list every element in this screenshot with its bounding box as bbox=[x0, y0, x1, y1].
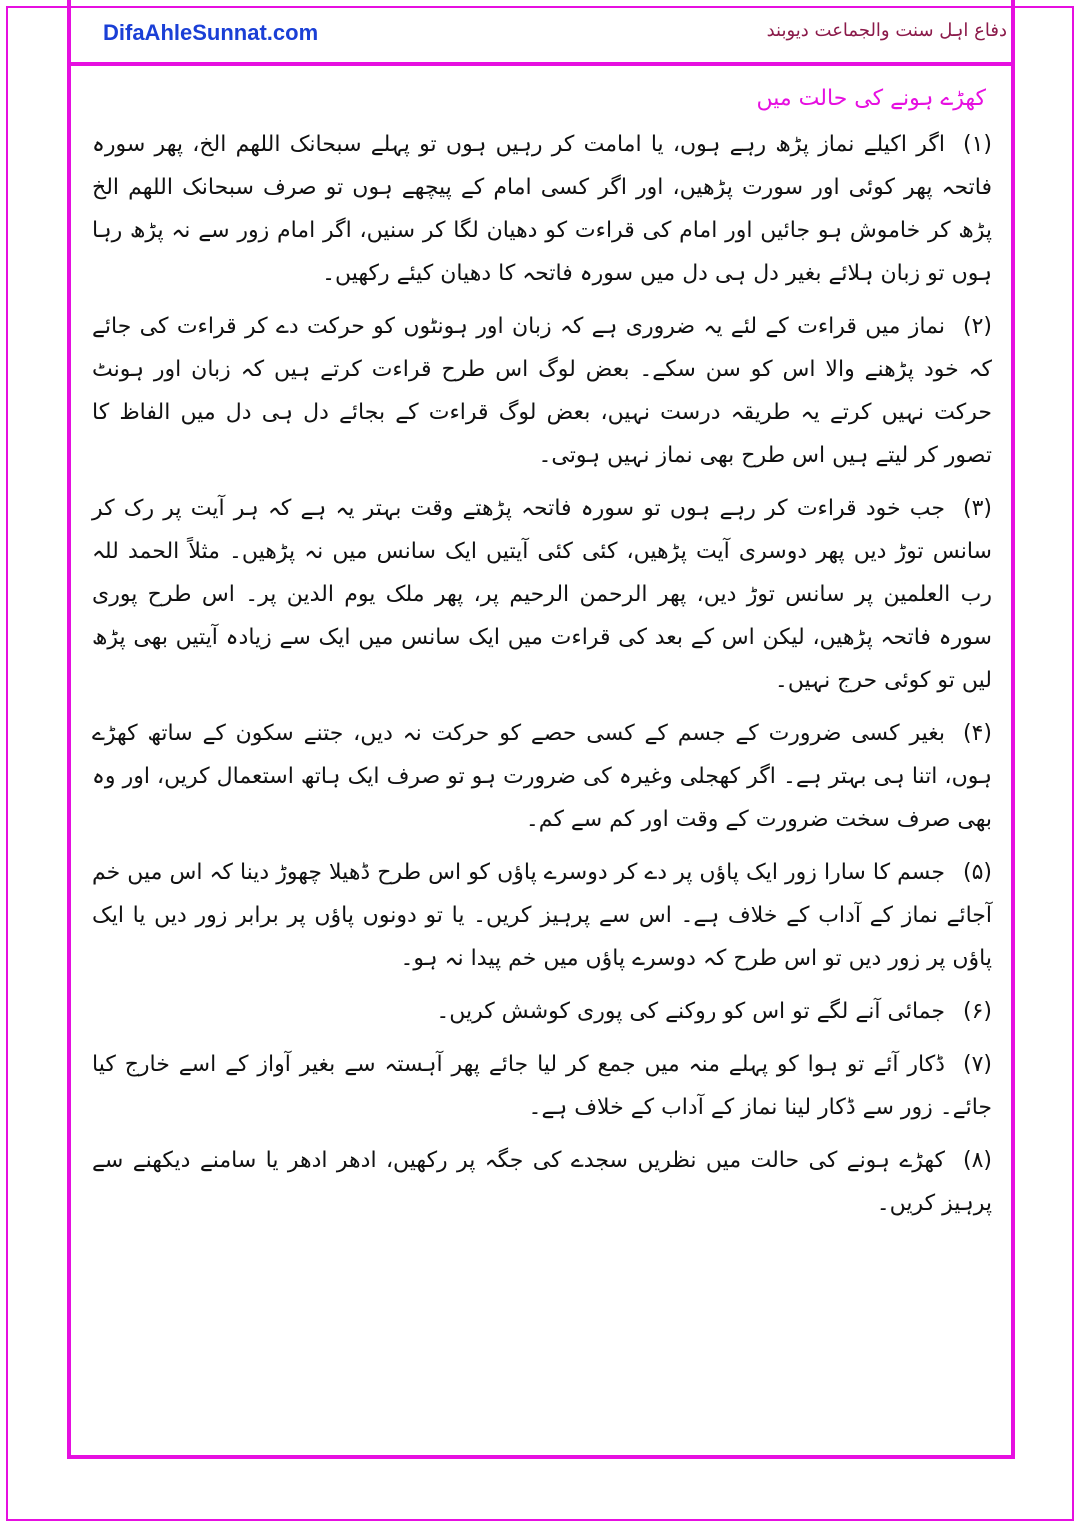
paragraph-number: (۴) bbox=[962, 721, 992, 746]
paragraph bbox=[92, 1139, 992, 1225]
paragraph-number: (۱) bbox=[962, 132, 992, 157]
paragraph bbox=[92, 990, 992, 1033]
paragraph-number: (۶) bbox=[962, 999, 992, 1024]
paragraph bbox=[92, 123, 992, 295]
paragraph bbox=[92, 1043, 992, 1129]
paragraph-number: (۳) bbox=[962, 496, 992, 521]
paragraph-text: بغیر کسی ضرورت کے جسم کے کسی حصے کو حرکت نہ دیں، جتنے سکون کے ساتھ کھڑے ہوں، اتنا ہی بہتر ہے۔ اگر کھجلی وغیرہ کی ضرورت ہو تو صرف ایک ہاتھ استعمال کریں، اور وہ بھی صرف سخت ضرورت کے وقت اور کم سے کم۔ bbox=[92, 721, 992, 832]
paragraph-text: کھڑے ہونے کی حالت میں نظریں سجدے کی جگہ پر رکھیں، ادھر ادھر یا سامنے دیکھنے سے پرہیز کریں۔ bbox=[92, 1148, 992, 1216]
paragraph-text: ڈکار آئے تو ہوا کو پہلے منہ میں جمع کر لیا جائے پھر آہستہ سے بغیر آواز کے اسے خارج کیا جائے۔ زور سے ڈکار لینا نماز کے آداب کے خلاف ہے۔ bbox=[92, 1052, 992, 1120]
paragraph-text: جمائی آنے لگے تو اس کو روکنے کی پوری کوشش کریں۔ bbox=[436, 999, 945, 1024]
organization-title: دفاع اہل سنت والجماعت دیوبند bbox=[766, 20, 1007, 41]
paragraph-text: جسم کا سارا زور ایک پاؤں پر دے کر دوسرے پاؤں کو اس طرح ڈھیلا چھوڑ دینا کہ اس میں خم آجائے نماز کے آداب کے خلاف ہے۔ اس سے پرہیز کریں۔ یا تو دونوں پاؤں پر برابر زور دیں یا ایک پاؤں پر زور دیں تو اس طرح کہ دوسرے پاؤں میں خم پیدا نہ ہو۔ bbox=[92, 860, 992, 971]
paragraph bbox=[92, 712, 992, 841]
paragraph bbox=[92, 305, 992, 477]
paragraph-text: نماز میں قراءت کے لئے یہ ضروری ہے کہ زبان اور ہونٹوں کو حرکت دے کر قراءت کی جائے کہ خود پڑھنے والا اس کو سن سکے۔ بعض لوگ اس طرح قراءت کرتے ہیں کہ زبان اور ہونٹ حرکت نہیں کرتے یہ طریقہ درست نہیں، بعض لوگ قراءت کے بجائے دل ہی دل میں الفاظ کا تصور کر لیتے ہیں اس طرح بھی نماز نہیں ہوتی۔ bbox=[92, 314, 992, 468]
paragraph-text: جب خود قراءت کر رہے ہوں تو سورہ فاتحہ پڑھتے وقت بہتر یہ ہے کہ ہر آیت پر رک کر سانس توڑ دیں پھر دوسری آیت پڑھیں، کئی کئی آیتیں ایک سانس میں نہ پڑھیں۔ مثلاً الحمد للہ رب العلمین پر سانس توڑ دیں، پھر الرحمن الرحیم پر، پھر ملک یوم الدین پر۔ اس طرح پوری سورہ فاتحہ پڑھیں، لیکن اس کے بعد کی قراءت میں ایک سانس میں ایک سے زیادہ آیتیں بھی پڑھ لیں تو کوئی حرج نہیں۔ bbox=[92, 496, 992, 693]
paragraph-number: (۸) bbox=[962, 1148, 992, 1173]
paragraph bbox=[92, 851, 992, 980]
paragraph-number: (۵) bbox=[962, 860, 992, 885]
site-url[interactable]: DifaAhleSunnat.com bbox=[103, 20, 319, 45]
paragraph-text: اگر اکیلے نماز پڑھ رہے ہوں، یا امامت کر رہیں ہوں تو پہلے سبحانک اللھم الخ، پھر سورہ فاتحہ پھر کوئی اور سورت پڑھیں، اور اگر کسی امام کے پیچھے ہوں تو صرف سبحانک اللھم الخ پڑھ کر خاموش ہو جائیں اور امام کی قراءت کو دھیان لگا کر سنیں، اگر امام زور سے نہ پڑھ رہا ہوں تو زبان ہلائے بغیر دل ہی دل میں سورہ فاتحہ کا دھیان کیئے رکھیں۔ bbox=[92, 132, 992, 286]
paragraph-number: (۲) bbox=[962, 314, 992, 339]
page-header bbox=[67, 8, 1015, 56]
paragraph-number: (۷) bbox=[962, 1052, 992, 1077]
paragraph bbox=[92, 487, 992, 702]
section-heading: کھڑے ہونے کی حالت میں bbox=[756, 86, 986, 111]
article-body bbox=[92, 80, 992, 1235]
